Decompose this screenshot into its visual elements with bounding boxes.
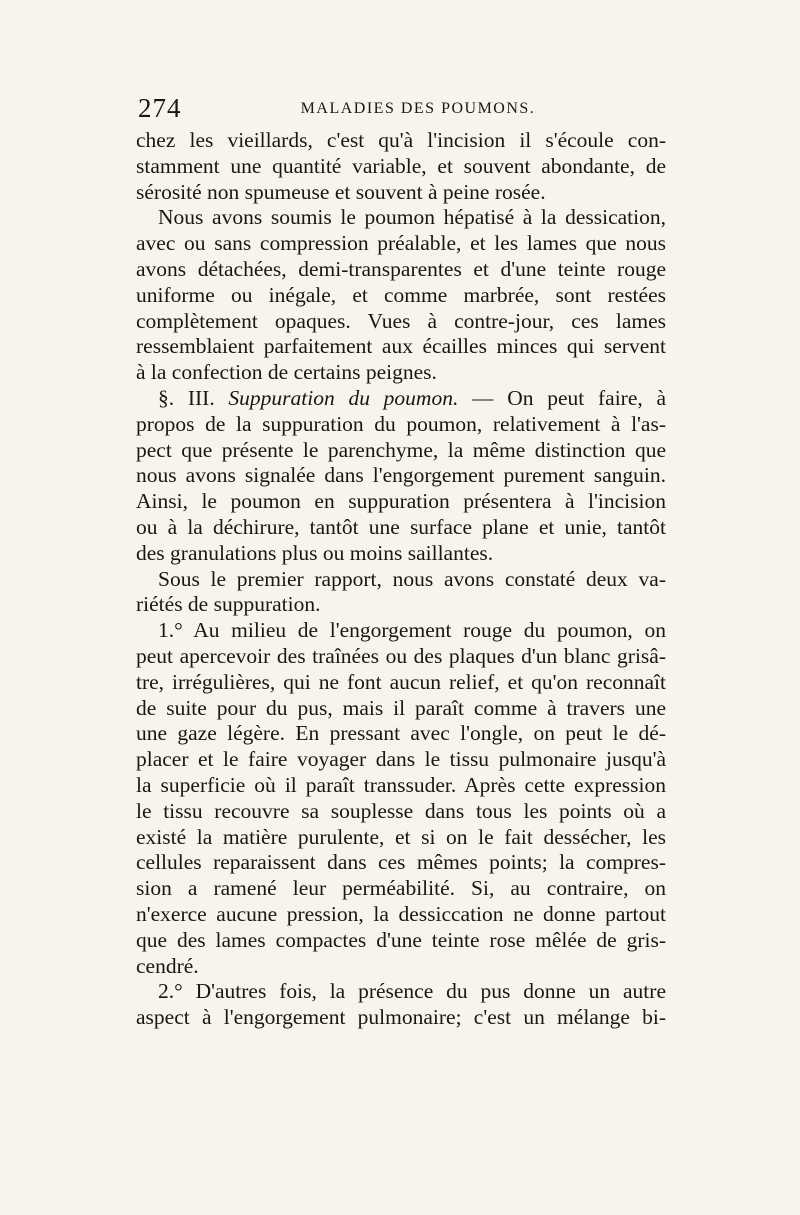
running-title: MALADIES DES POUMONS.	[300, 100, 536, 117]
text-line: peut apercevoir des traînées ou des plaques d'un blanc grisâ-	[136, 643, 666, 668]
text-line: n'exerce aucune pression, la dessiccation ne donne partout	[136, 901, 666, 926]
text-line: cendré.	[136, 953, 199, 978]
text-line: sérosité non spumeuse et souvent à peine rosée.	[136, 179, 546, 204]
text-line: placer et le faire voyager dans le tissu pulmonaire jusqu'à	[136, 747, 666, 772]
page-header	[138, 93, 668, 123]
text-line: tre, irrégulières, qui ne font aucun relief, et qu'on reconnaît	[136, 669, 666, 694]
text-line: Ainsi, le poumon en suppuration présentera à l'incision	[136, 489, 666, 514]
text-line: complètement opaques. Vues à contre-jour, ces lames	[136, 308, 666, 333]
text-line: ressemblaient parfaitement aux écailles minces qui servent	[136, 334, 666, 359]
text-line: le tissu recouvre sa souplesse dans tous les points où a	[136, 798, 666, 823]
body-text	[136, 128, 666, 1031]
text-line: uniforme ou inégale, et comme marbrée, sont restées	[136, 282, 666, 307]
page-number: 274	[138, 93, 182, 123]
text-line: que des lames compactes d'une teinte rose mêlée de gris-	[136, 927, 666, 952]
text-line: avec ou sans compression préalable, et les lames que nous	[136, 231, 666, 256]
text-line: sion a ramené leur perméabilité. Si, au contraire, on	[136, 876, 666, 901]
text-line: 2.° D'autres fois, la présence du pus donne un autre	[158, 979, 666, 1004]
text-line: Nous avons soumis le poumon hépatisé à la dessication,	[158, 205, 666, 230]
text-line: propos de la suppuration du poumon, relativement à l'as-	[136, 411, 666, 436]
text-line: aspect à l'engorgement pulmonaire; c'est un mélange bi-	[136, 1005, 666, 1030]
text-line: la superficie où il paraît transsuder. Après cette expression	[136, 772, 666, 797]
text-line: riétés de suppuration.	[136, 592, 321, 617]
text-line: pect que présente le parenchyme, la même distinction que	[136, 437, 666, 462]
section-title: Suppuration du poumon.	[228, 385, 459, 410]
text-line: existé la matière purulente, et si on le fait dessécher, les	[136, 824, 666, 849]
text-line: Sous le premier rapport, nous avons constaté deux va-	[158, 566, 666, 591]
text-line: avons détachées, demi-transparentes et d'une teinte rouge	[136, 256, 666, 281]
text-line: chez les vieillards, c'est qu'à l'incision il s'écoule con-	[136, 128, 666, 152]
text-line: des granulations plus ou moins saillantes.	[136, 540, 494, 565]
text-line: de suite pour du pus, mais il paraît comme à travers une	[136, 695, 666, 720]
text-line: nous avons signalée dans l'engorgement purement sanguin.	[136, 463, 666, 488]
text-line: 1.° Au milieu de l'engorgement rouge du poumon, on	[158, 618, 666, 643]
text-line: à la confection de certains peignes.	[136, 360, 437, 385]
text-line: une gaze légère. En pressant avec l'ongle, on peut le dé-	[136, 721, 666, 746]
section-heading-line	[136, 386, 666, 412]
text-line: ou à la déchirure, tantôt une surface plane et unie, tantôt	[136, 514, 666, 539]
text-line: cellules reparaissent dans ces mêmes points; la compres-	[136, 850, 666, 875]
section-heading-rest: — On peut faire, à	[458, 385, 666, 410]
text-line: stamment une quantité variable, et souvent abondante, de	[136, 153, 666, 178]
section-number: §. III.	[158, 385, 215, 410]
